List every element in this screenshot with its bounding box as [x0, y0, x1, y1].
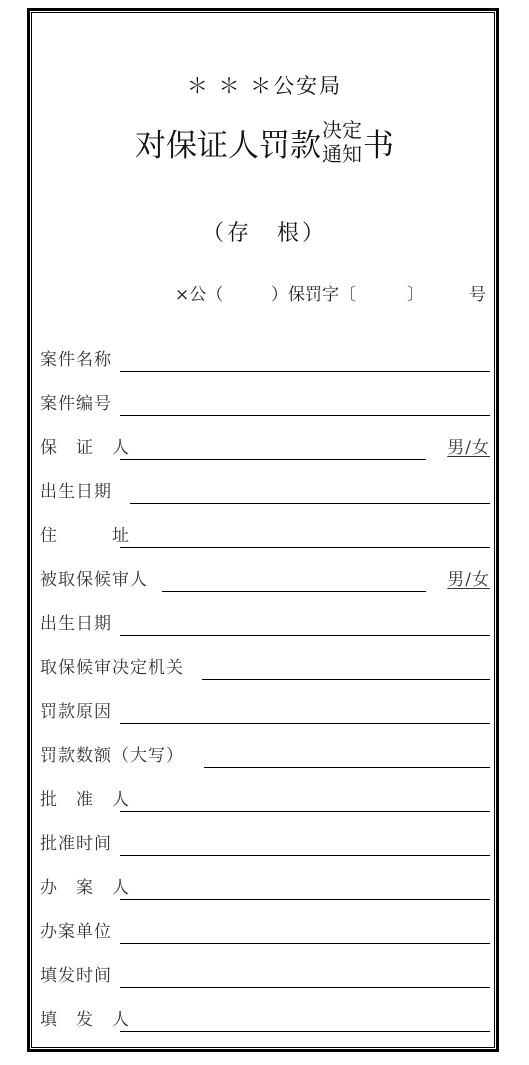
- fill-line[interactable]: [120, 899, 490, 900]
- document-number: [175, 280, 490, 304]
- sex-option[interactable]: 男/女: [447, 570, 490, 590]
- fill-line[interactable]: [120, 811, 490, 812]
- field-label: 办 案 人: [40, 878, 130, 898]
- fill-line[interactable]: [120, 987, 490, 988]
- field-issue-time: [40, 960, 490, 990]
- fill-line[interactable]: [202, 679, 490, 680]
- fill-line[interactable]: [120, 547, 490, 548]
- field-case-name: [40, 344, 490, 374]
- field-label: 保 证 人: [40, 438, 130, 458]
- field-address: [40, 520, 490, 550]
- field-handling-unit: [40, 916, 490, 946]
- fill-line[interactable]: [130, 503, 490, 504]
- field-authority: [40, 652, 490, 682]
- field-label: 出生日期: [40, 482, 112, 502]
- field-label: 罚款数额（大写）: [40, 746, 184, 766]
- fill-line[interactable]: [120, 459, 426, 460]
- field-label: 填发时间: [40, 966, 112, 986]
- field-label: 办案单位: [40, 922, 112, 942]
- fill-line[interactable]: [204, 767, 490, 768]
- title-stack-top: 决定: [322, 118, 362, 142]
- field-fine-reason: [40, 696, 490, 726]
- title-main: 对保证人罚款: [135, 127, 321, 164]
- fill-line[interactable]: [120, 1031, 490, 1032]
- fill-line[interactable]: [120, 371, 490, 372]
- docno-suffix: 号: [469, 285, 486, 305]
- title-stack: [322, 118, 362, 166]
- field-label: 案件名称: [40, 350, 112, 370]
- field-issuer: [40, 1004, 490, 1034]
- field-label: 批准时间: [40, 834, 112, 854]
- field-label: 批 准 人: [40, 790, 130, 810]
- fill-line[interactable]: [120, 943, 490, 944]
- field-label: 取保候审决定机关: [40, 658, 184, 678]
- fill-line[interactable]: [120, 855, 490, 856]
- field-label: 出生日期: [40, 614, 112, 634]
- stub-label: （存 根）: [201, 221, 327, 246]
- field-approver: [40, 784, 490, 814]
- fill-line[interactable]: [162, 591, 426, 592]
- field-label: 案件编号: [40, 394, 112, 414]
- field-guarantor: [40, 432, 490, 462]
- docno-prefix: ×公（: [175, 285, 224, 305]
- field-approve-time: [40, 828, 490, 858]
- field-label: 罚款原因: [40, 702, 112, 722]
- field-label: 填 发 人: [40, 1010, 130, 1030]
- title-stack-bottom: 通知: [322, 142, 362, 166]
- docno-bracket-close: 〕: [407, 285, 424, 305]
- field-suspect-birth: [40, 608, 490, 638]
- field-label: 被取保候审人: [40, 570, 148, 590]
- field-guarantor-birth: [40, 476, 490, 506]
- fill-line[interactable]: [120, 723, 490, 724]
- fill-line[interactable]: [120, 635, 490, 636]
- field-suspect: [40, 564, 490, 594]
- field-case-no: [40, 388, 490, 418]
- field-fine-amount: [40, 740, 490, 770]
- field-handler: [40, 872, 490, 902]
- field-label: 住 址: [40, 526, 130, 546]
- title-end: 书: [363, 127, 394, 164]
- docno-middle: ）保罚字〔: [271, 285, 356, 305]
- document-title: [0, 118, 529, 166]
- fill-line[interactable]: [120, 415, 490, 416]
- agency-name: ＊ ＊ ＊公安局: [186, 74, 343, 98]
- sex-option[interactable]: 男/女: [447, 438, 490, 458]
